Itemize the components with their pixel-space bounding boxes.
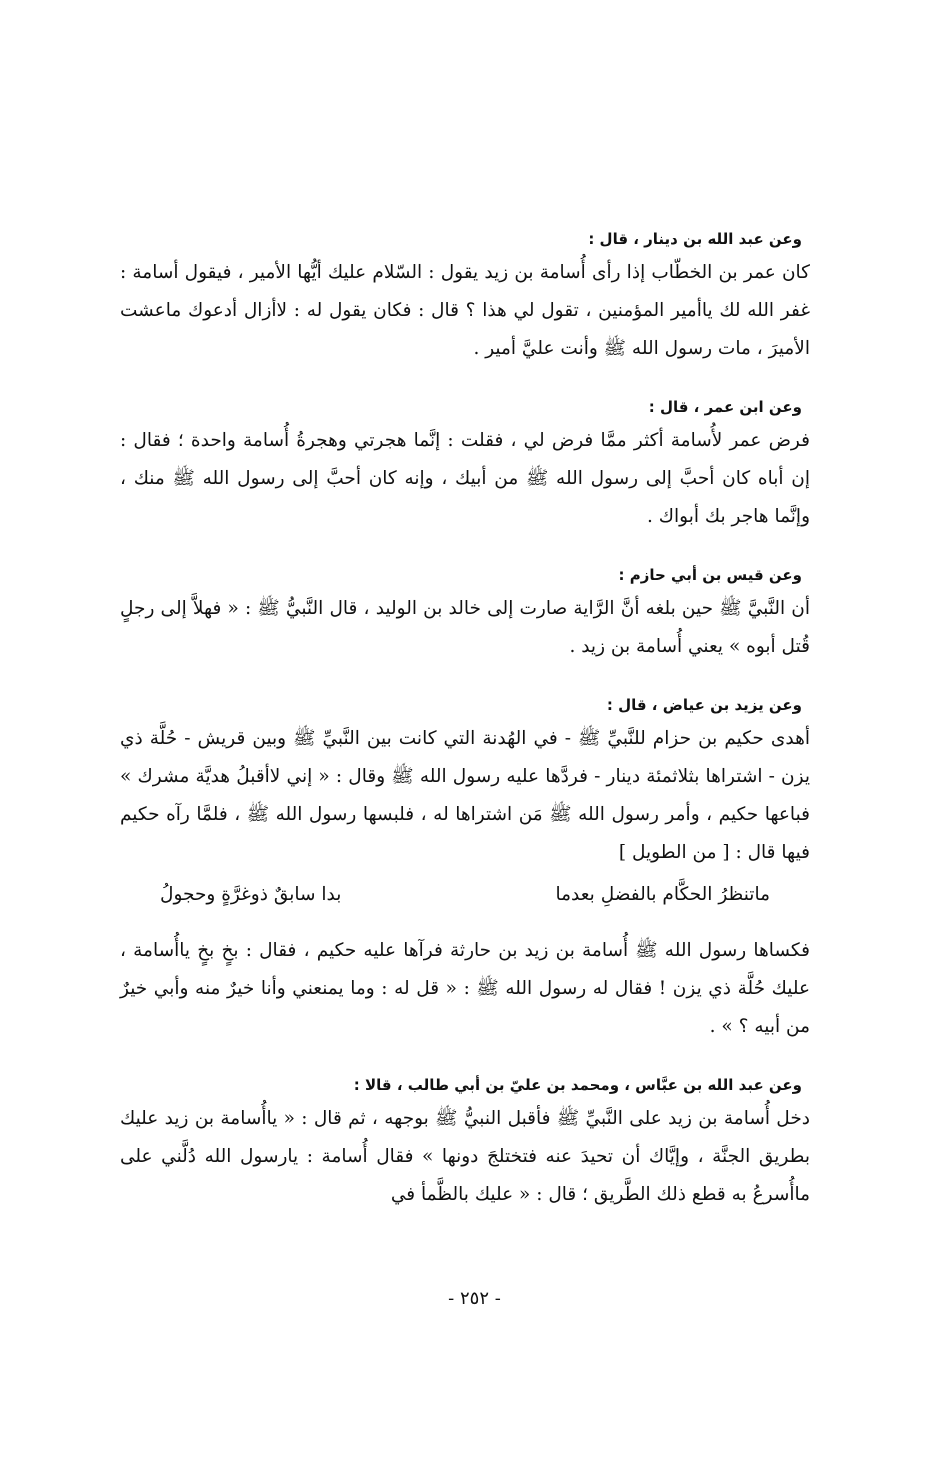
hadith-text: أهدى حكيم بن حزام للنَّبيِّ ﷺ - في الهُدنة التي كانت بين النَّبيِّ ﷺ وبين قريش - حُلَّة ذي يزن - اشتراها بثلاثمئة دينار - فردَّها عليه رسول الله ﷺ وقال : « إني لاأقبلُ هديَّة مشرك » فباعها حكيم ، وأمر رسول الله ﷺ مَن اشتراها له ، فلبسها رسول الله ﷺ ، فلمَّا رآه حكيم فيها قال : [ من الطويل ] [120, 728, 810, 863]
poetry-verse [160, 876, 770, 914]
hadith-text-continued: فكساها رسول الله ﷺ أُسامة بن زيد بن حارثة فرآها عليه حكيم ، فقال : بخٍ بخٍ ياأُسامة ، عليك حُلَّة ذي يزن ! فقال له رسول الله ﷺ : « قل له : وما يمنعني وأنا خيرٌ منه وأبي خيرٌ من أبيه ؟ » . [120, 940, 810, 1037]
narrator-line: وعن عبد الله بن دينار ، قال : [588, 230, 802, 248]
book-page [120, 228, 810, 1242]
hadith-section [120, 396, 810, 536]
narrator-line: وعن يزيد بن عياض ، قال : [606, 696, 802, 714]
narrator-line: وعن عبد الله بن عبَّاس ، ومحمد بن عليّ بن أبي طالب ، قالا : [353, 1076, 802, 1094]
narrator-line: وعن قيس بن أبي حازم : [618, 566, 802, 584]
verse-second-hemistich: بدا سابقٌ ذوغرَّةٍ وحجولُ [160, 884, 342, 905]
narrator-line: وعن ابن عمر ، قال : [648, 398, 802, 416]
hadith-text: كان عمر بن الخطّاب إذا رأى أُسامة بن زيد يقول : السّلام عليك أيُّها الأمير ، فيقول أسامة : غفر الله لك ياأمير المؤمنين ، تقول لي هذا ؟ قال : فكان يقول له : لاأزال أدعوك ماعشت الأميرَ ، مات رسول الله ﷺ وأنت عليَّ أمير . [120, 262, 810, 359]
hadith-section [120, 564, 810, 666]
hadith-text: أن النَّبيَّ ﷺ حين بلغه أنَّ الرَّاية صارت إلى خالد بن الوليد ، قال النَّبيُّ ﷺ : « فهلاَّ إلى رجلٍ قُتل أبوه » يعني أُسامة بن زيد . [120, 598, 810, 657]
hadith-section [120, 1074, 810, 1214]
page-number: - ٢٥٢ - [448, 1288, 501, 1309]
hadith-section [120, 694, 810, 1046]
hadith-section [120, 228, 810, 368]
hadith-text: فرض عمر لأُسامة أكثر ممَّا فرض لي ، فقلت : إنَّما هجرتي وهجرةُ أُسامة واحدة ؛ فقال : إن أباه كان أحبَّ إلى رسول الله ﷺ من أبيك ، وإنه كان أحبَّ إلى رسول الله ﷺ منك ، وإنَّما هاجر بك أبواك . [120, 430, 810, 527]
verse-first-hemistich: ماتنظرُ الحكَّام بالفضلِ بعدما [555, 884, 770, 905]
hadith-text: دخل أُسامة بن زيد على النَّبيِّ ﷺ فأقبل النبيُّ ﷺ بوجهه ، ثم قال : « ياأُسامة بن زيد عليك بطريق الجنَّة ، وإيَّاك أن تحيدَ عنه فتختلجَ دونها » فقال أُسامة : يارسول الله دُلَّني على ماأُسرعُ به قطع ذلك الطَّريق ؛ قال : « عليك بالظَّمأ في [120, 1108, 810, 1205]
